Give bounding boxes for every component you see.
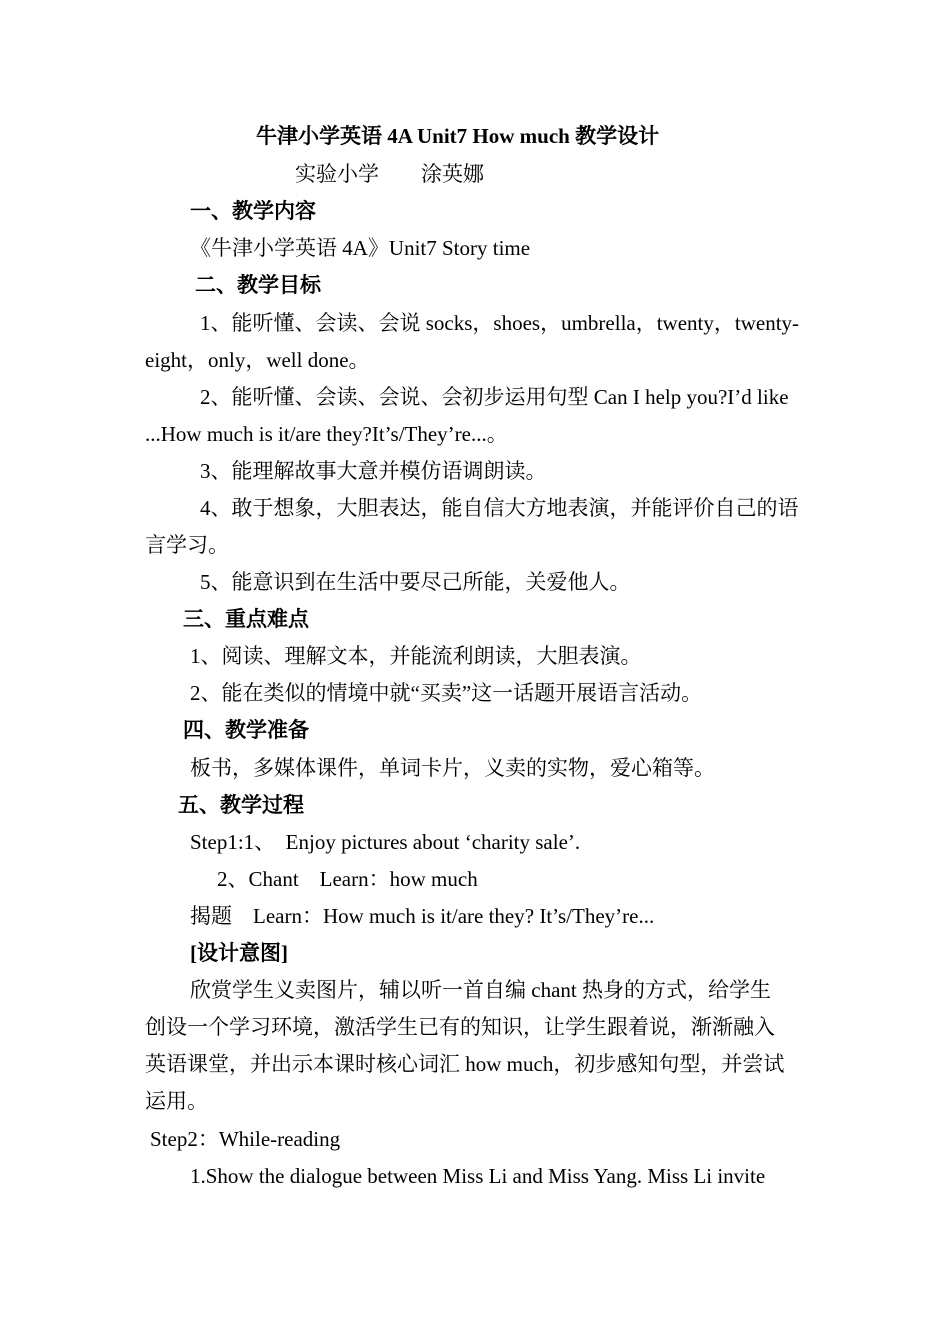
step1-item-2: 2、Chant Learn：how much	[217, 867, 478, 891]
section-heading-process: 五、教学过程	[178, 793, 304, 817]
step2-heading: Step2：While-reading	[150, 1127, 341, 1151]
goal-4-line-1: 4、敢于想象，大胆表达，能自信大方地表演，并能评价自己的语	[200, 496, 799, 520]
design-intent-line-2: 创设一个学习环境，激活学生已有的知识，让学生跟着说，渐渐融入	[145, 1015, 775, 1039]
section-heading-goals: 二、教学目标	[195, 273, 321, 297]
design-intent-line-4: 运用。	[145, 1089, 208, 1113]
goal-1-line-1: 1、能听懂、会读、会说 socks，shoes，umbrella，twenty，twenty-	[200, 311, 800, 335]
design-intent-line-1: 欣赏学生义卖图片，辅以听一首自编 chant 热身的方式，给学生	[190, 978, 771, 1002]
section-heading-key-points: 三、重点难点	[183, 607, 309, 631]
design-intent-line-3: 英语课堂，并出示本课时核心词汇 how much，初步感知句型，并尝试	[145, 1052, 785, 1076]
goal-2-line-2: ...How much is it/are they?It’s/They’re...。	[145, 422, 508, 446]
preparation-text: 板书，多媒体课件，单词卡片，义卖的实物，爱心箱等。	[190, 756, 715, 780]
key-point-1: 1、阅读、理解文本，并能流利朗读，大胆表演。	[190, 644, 642, 668]
goal-3: 3、能理解故事大意并模仿语调朗读。	[200, 459, 547, 483]
author-line: 实验小学 涂英娜	[295, 162, 484, 186]
key-point-2: 2、能在类似的情境中就“买卖”这一话题开展语言活动。	[190, 681, 703, 705]
step2-item-1: 1.Show the dialogue between Miss Li and Miss Yang. Miss Li invite	[190, 1164, 766, 1188]
design-intent-heading: [设计意图]	[190, 941, 288, 965]
step1-item-1: Step1:1、 Enjoy pictures about ‘charity sale’.	[190, 830, 581, 854]
content-text: 《牛津小学英语 4A》Unit7 Story time	[190, 236, 531, 260]
document-title: 牛津小学英语 4A Unit7 How much 教学设计	[256, 124, 660, 148]
goal-4-line-2: 言学习。	[145, 533, 229, 557]
section-heading-preparation: 四、教学准备	[183, 718, 309, 742]
goal-5: 5、能意识到在生活中要尽己所能，关爱他人。	[200, 570, 631, 594]
step1-item-3: 揭题 Learn：How much is it/are they? It’s/They’re...	[190, 904, 655, 928]
section-heading-content: 一、教学内容	[190, 199, 316, 223]
goal-2-line-1: 2、能听懂、会读、会说、会初步运用句型 Can I help you?I’d like	[200, 385, 789, 409]
goal-1-line-2: eight，only，well done。	[145, 348, 370, 372]
